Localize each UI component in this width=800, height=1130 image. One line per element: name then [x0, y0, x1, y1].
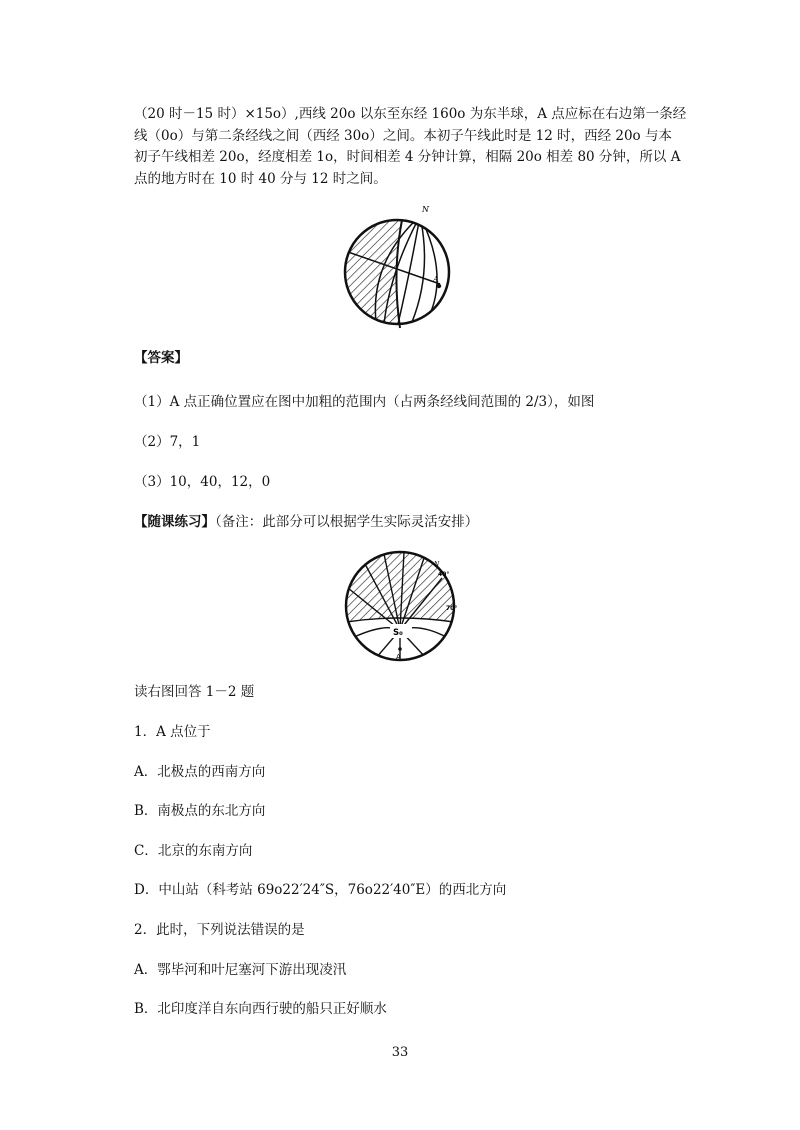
- explanation-line: 初子午线相差 20o，经度相差 1o，时间相差 4 分钟计算，相隔 20o 相差 80 分钟，所以 A: [134, 149, 681, 165]
- question-1-option-d: D．中山站（科考站 69o22′24″S，76o22′40″E）的西北方向: [134, 882, 507, 898]
- question-1-stem: 1．A 点位于: [134, 724, 211, 740]
- question-2-option-b: B．北印度洋自东向西行驶的船只正好顺水: [134, 1001, 387, 1017]
- practice-heading: 【随课练习】: [134, 514, 215, 530]
- answer-item-2: （2）7，1: [134, 434, 201, 450]
- explanation-paragraph: [134, 104, 686, 190]
- question-1-option-c: C．北京的东南方向: [134, 843, 253, 859]
- lat-40-label: 40°: [438, 571, 450, 578]
- globe-figure-2: [338, 548, 464, 664]
- practice-header: [134, 510, 478, 530]
- south-pole-label: S₀: [393, 628, 403, 638]
- explanation-line: 线（0o）与第二条经线之间（西经 30o）之间。本初子午线此时是 12 时，西经 20o 与本: [134, 127, 672, 144]
- point-a-label: A: [433, 275, 439, 284]
- lat-70-label: 70°: [446, 605, 458, 612]
- question-1-option-a: A．北极点的西南方向: [134, 764, 266, 780]
- point-a-marker: [437, 284, 441, 288]
- answer-heading: 【答案】: [134, 350, 188, 366]
- question-2-stem: 2．此时，下列说法错误的是: [134, 922, 305, 938]
- n-label: N: [434, 561, 440, 568]
- question-2-option-a: A．鄂毕河和叶尼塞河下游出现凌汛: [134, 962, 347, 978]
- questions-intro: 读右图回答 1－2 题: [134, 684, 255, 700]
- point-a-label: A: [396, 653, 401, 661]
- point-a-marker: [398, 647, 402, 651]
- north-label: N: [422, 205, 429, 214]
- question-1-option-b: B．南极点的东北方向: [134, 803, 266, 819]
- page-number: 33: [391, 1045, 409, 1060]
- answer-item-3: （3）10，40，12，0: [134, 474, 271, 490]
- explanation-line: 点的地方时在 10 时 40 分与 12 时之间。: [134, 170, 387, 187]
- answer-item-1: （1）A 点正确位置应在图中加粗的范围内（占两条经线间范围的 2/3），如图: [134, 394, 595, 410]
- globe-figure-1: [340, 202, 462, 330]
- explanation-line: （20 时－15 时）×15o）,西线 20o 以东至东经 160o 为东半球，A 点应标在右边第一条经: [134, 106, 687, 122]
- practice-note: （备注：此部分可以根据学生实际灵活安排）: [215, 514, 479, 530]
